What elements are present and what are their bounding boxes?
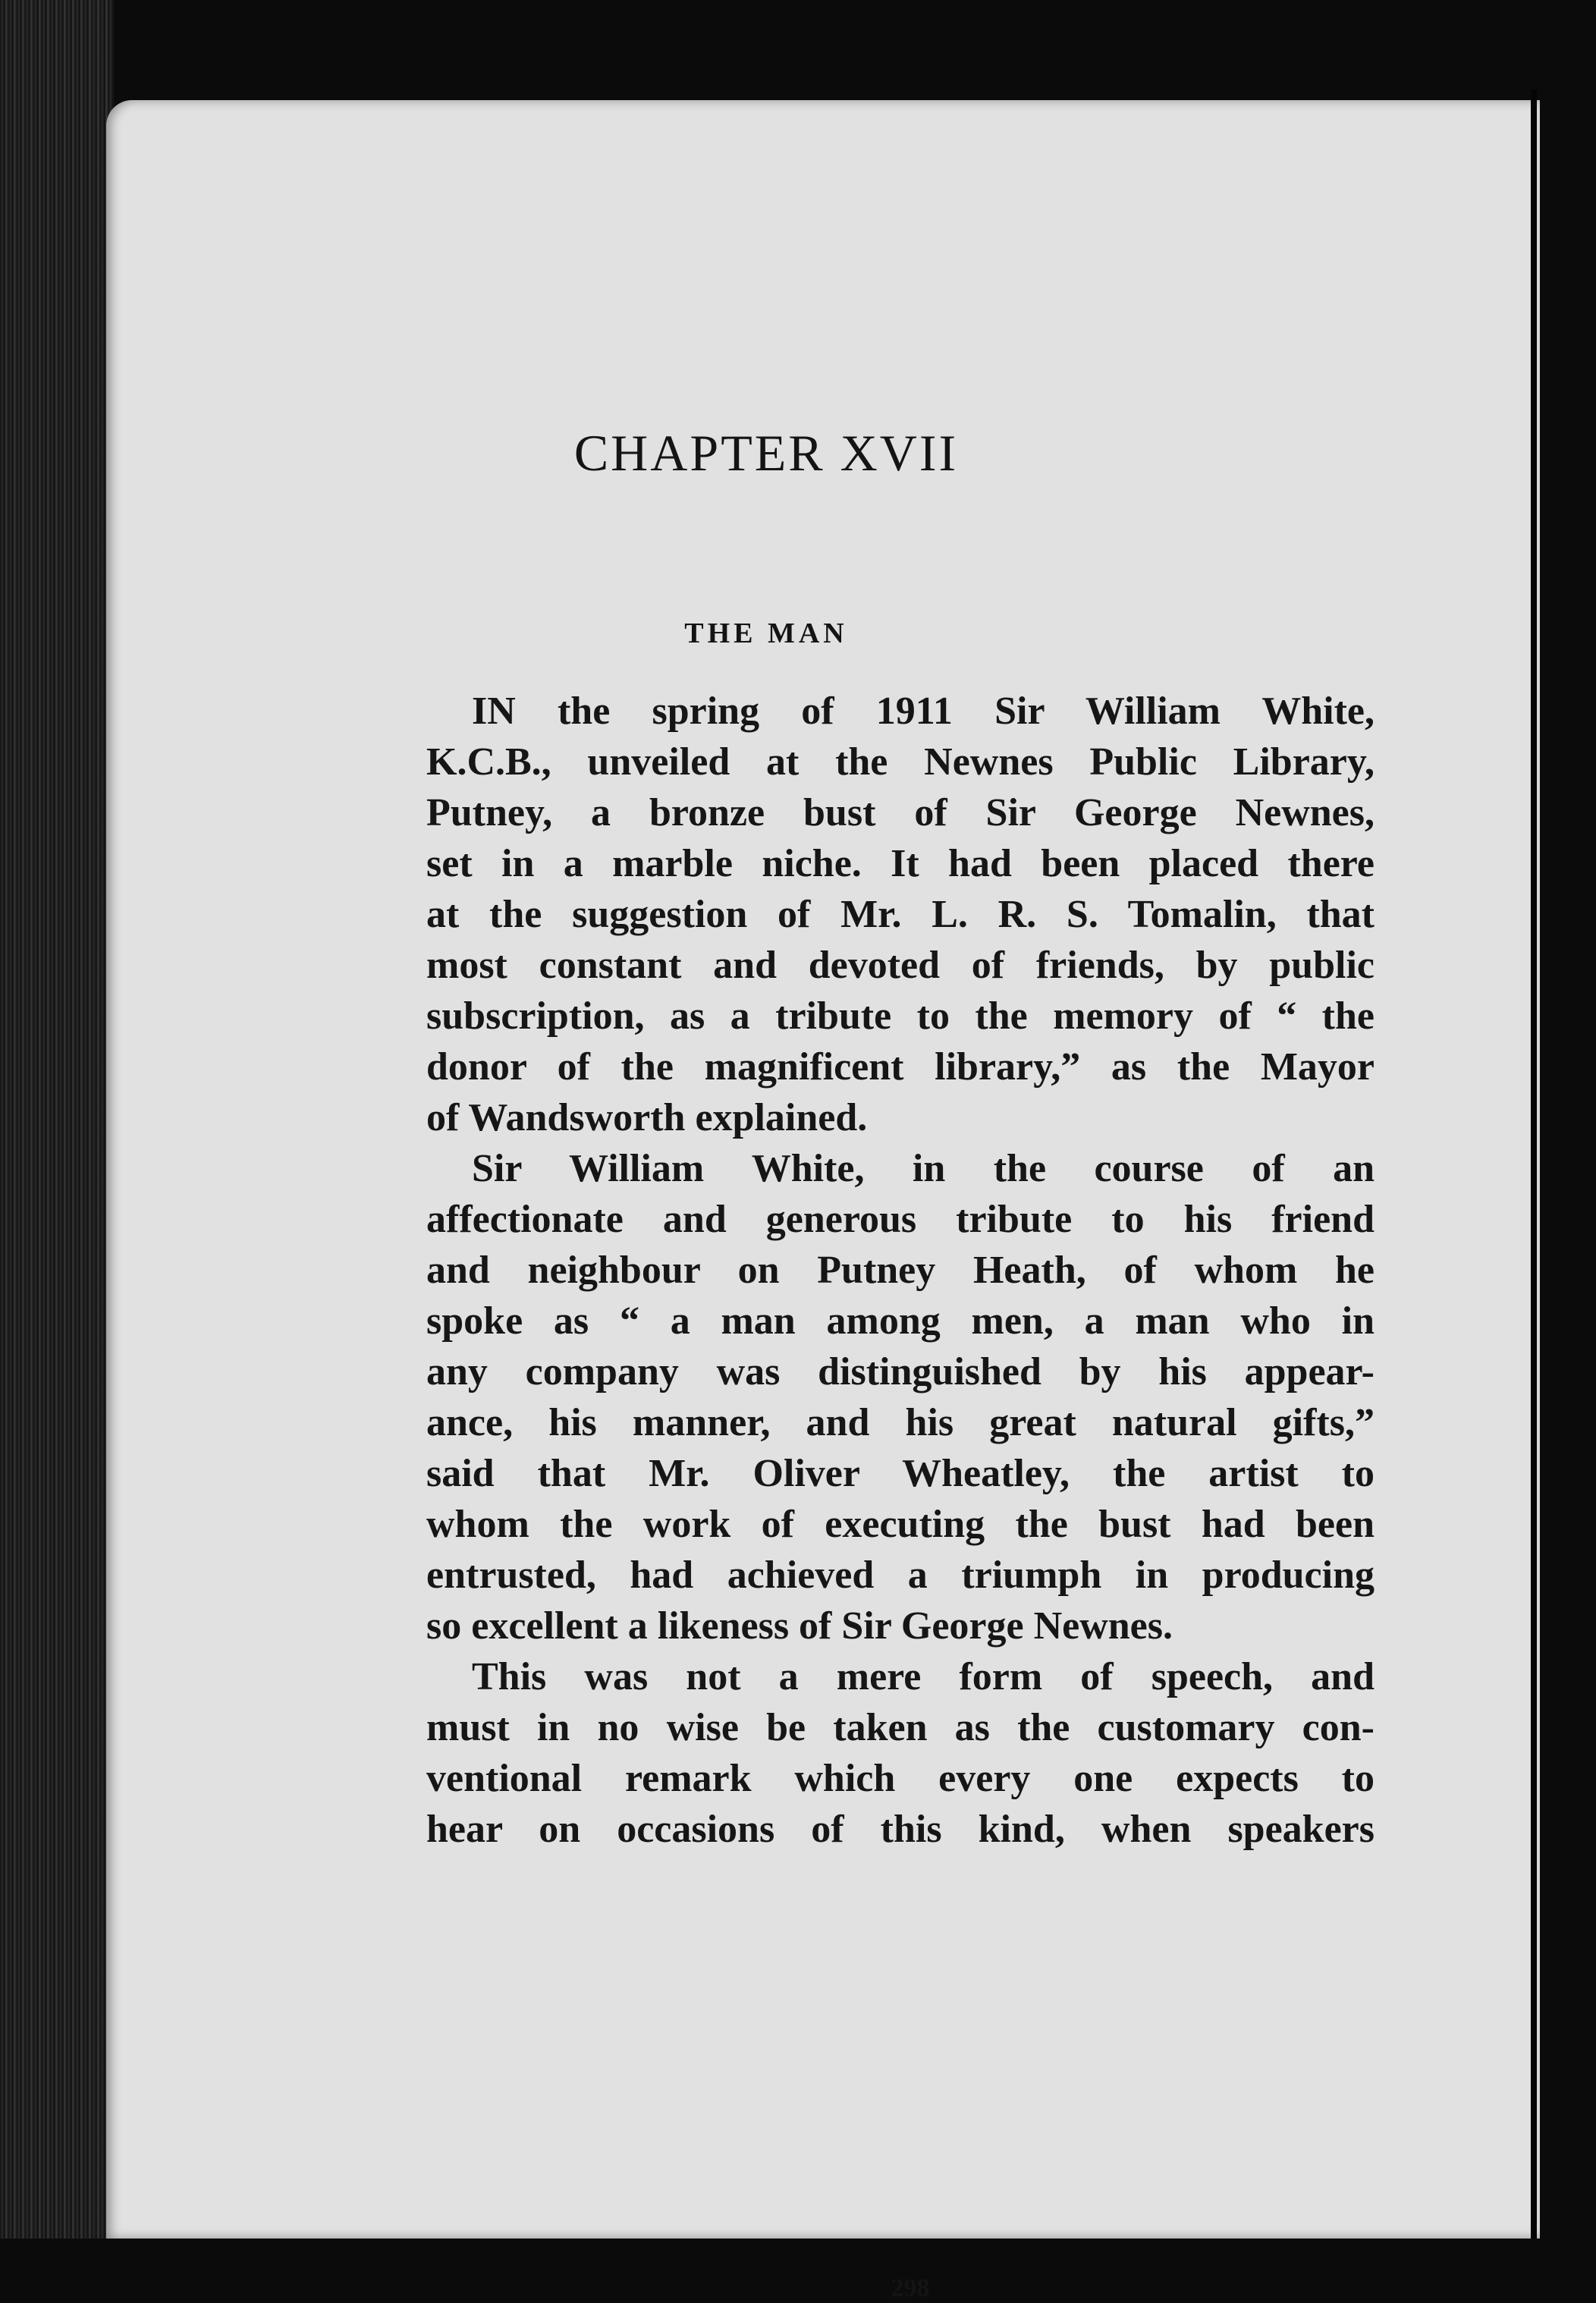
chapter-title: CHAPTER XVII [573,424,959,482]
chapter-subtitle: THE MAN [684,617,848,649]
text-line: K.C.B., unveiled at the Newnes Public Library, [426,740,1375,784]
text-line: at the suggestion of Mr. L. R. S. Tomalin, that [426,893,1375,936]
text-line: This was not a mere form of speech, and [472,1655,1375,1698]
text-line: affectionate and generous tribute to his friend [426,1198,1375,1241]
text-line: of Wandsworth explained. [426,1096,868,1139]
text-line: ance, his manner, and his great natural gifts,” [426,1401,1375,1444]
page-edge [1531,90,1537,2239]
text-line: said that Mr. Oliver Wheatley, the artist to [426,1452,1375,1495]
text-line: most constant and devoted of friends, by public [426,944,1375,987]
text-line: entrusted, had achieved a triumph in producing [426,1554,1375,1597]
text-line: so excellent a likeness of Sir George Newnes. [426,1604,1173,1648]
text-line: donor of the magnificent library,” as the Mayor [426,1045,1375,1089]
text-line: set in a marble niche. It had been placed there [426,842,1375,885]
text-line: hear on occasions of this kind, when speakers [426,1808,1375,1851]
text-line: any company was distinguished by his appear- [426,1350,1375,1393]
body-text [426,686,1375,1855]
text-line: must in no wise be taken as the customary con- [426,1706,1375,1749]
text-line: whom the work of executing the bust had been [426,1503,1375,1546]
text-line: spoke as “ a man among men, a man who in [426,1299,1375,1343]
text-line: Putney, a bronze bust of Sir George Newnes, [426,791,1375,834]
text-line: and neighbour on Putney Heath, of whom he [426,1249,1375,1292]
text-line: Sir William White, in the course of an [472,1147,1375,1190]
book-spine [0,0,114,2239]
text-line: ventional remark which every one expects to [426,1757,1375,1800]
page-number: 298 [891,2274,930,2302]
text-line: IN the spring of 1911 Sir William White, [472,690,1375,733]
text-line: subscription, as a tribute to the memory of “ the [426,994,1375,1038]
